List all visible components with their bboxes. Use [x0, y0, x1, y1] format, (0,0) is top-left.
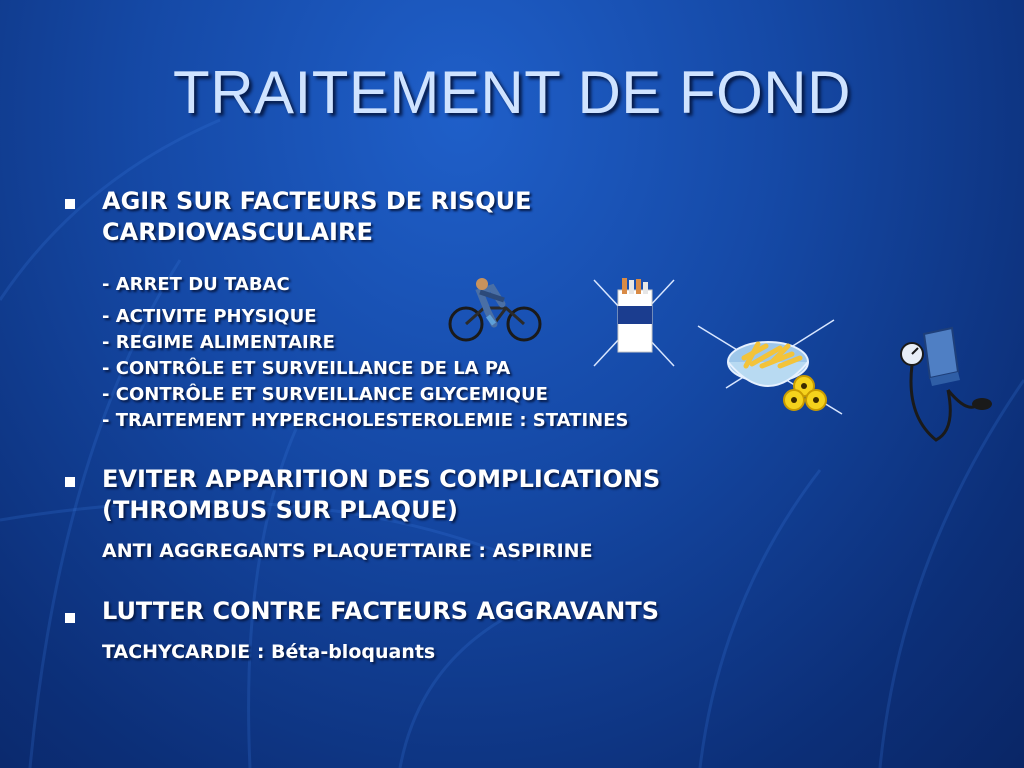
slide-title: TRAITEMENT DE FOND — [173, 59, 851, 126]
section-heading-continued: CARDIOVASCULAIRE — [102, 218, 373, 246]
bullet-marker — [65, 199, 75, 209]
no-smoking-icon — [588, 276, 680, 368]
list-item: - ARRET DU TABAC — [102, 274, 290, 295]
list-item: - ACTIVITE PHYSIQUE — [102, 306, 317, 327]
section-heading: EVITER APPARITION DES COMPLICATIONS — [102, 465, 661, 493]
bullet-marker — [65, 613, 75, 623]
list-item: - CONTRÔLE ET SURVEILLANCE GLYCEMIQUE — [102, 384, 548, 405]
cyclist-icon — [444, 278, 548, 342]
section-heading-continued: (THROMBUS SUR PLAQUE) — [102, 496, 458, 524]
blood-pressure-monitor-icon — [896, 326, 996, 446]
list-item: - REGIME ALIMENTAIRE — [102, 332, 335, 353]
bullet-marker — [65, 477, 75, 487]
list-item: - CONTRÔLE ET SURVEILLANCE DE LA PA — [102, 358, 511, 379]
list-item: TACHYCARDIE : Béta-bloquants — [102, 641, 436, 663]
fries-food-icon — [696, 318, 844, 418]
section-heading: LUTTER CONTRE FACTEURS AGGRAVANTS — [102, 597, 660, 625]
list-item: - TRAITEMENT HYPERCHOLESTEROLEMIE : STATINES — [102, 410, 629, 431]
list-item: ANTI AGGREGANTS PLAQUETTAIRE : ASPIRINE — [102, 540, 593, 562]
section-heading: AGIR SUR FACTEURS DE RISQUE — [102, 187, 532, 215]
